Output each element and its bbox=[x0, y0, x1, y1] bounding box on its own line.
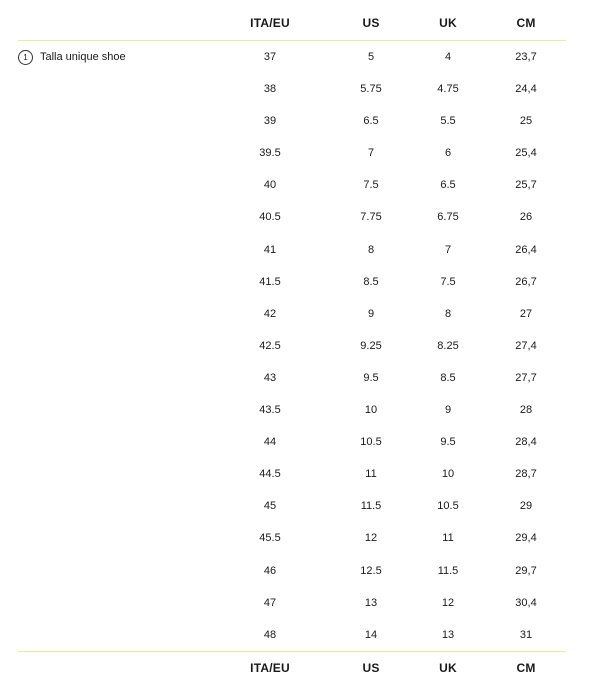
cell-us: 9.25 bbox=[360, 339, 382, 352]
footer-header-cm: CM bbox=[516, 661, 536, 675]
cell-uk: 11 bbox=[442, 532, 454, 545]
cell-us: 12 bbox=[364, 532, 378, 545]
cell-us: 5.75 bbox=[360, 83, 382, 96]
table-footer bbox=[0, 658, 597, 678]
cell-cm: 26,4 bbox=[515, 243, 537, 256]
cell-ita-eu: 42.5 bbox=[259, 339, 281, 352]
cell-cm: 23,7 bbox=[515, 51, 537, 63]
cell-uk: 5.5 bbox=[440, 115, 456, 128]
cell-cm: 31 bbox=[519, 628, 533, 641]
table-row bbox=[0, 79, 597, 111]
cell-cm: 30,4 bbox=[515, 596, 537, 609]
cell-ita-eu: 43 bbox=[263, 371, 277, 384]
cell-ita-eu: 37 bbox=[263, 51, 277, 63]
cell-uk: 6.75 bbox=[437, 211, 459, 224]
table-row bbox=[0, 240, 597, 272]
cell-ita-eu: 44 bbox=[263, 436, 277, 449]
cell-uk: 6.5 bbox=[440, 179, 456, 192]
cell-us: 11.5 bbox=[360, 500, 382, 513]
table-row bbox=[0, 272, 597, 304]
table-row bbox=[0, 207, 597, 239]
cell-uk: 13 bbox=[441, 628, 455, 641]
footer-header-us: US bbox=[362, 661, 380, 675]
cell-us: 7.5 bbox=[363, 179, 379, 192]
table-row bbox=[0, 400, 597, 432]
cell-ita-eu: 46 bbox=[263, 564, 277, 577]
cell-us: 13 bbox=[364, 596, 378, 609]
cell-uk: 6 bbox=[444, 147, 452, 160]
cell-us: 9.5 bbox=[363, 371, 379, 384]
cell-cm: 27 bbox=[519, 307, 533, 320]
cell-cm: 29,4 bbox=[515, 532, 537, 545]
cell-ita-eu: 44.5 bbox=[259, 468, 281, 481]
cell-us: 10 bbox=[364, 404, 378, 417]
cell-ita-eu: 39.5 bbox=[259, 147, 281, 160]
footer-header-uk: UK bbox=[439, 661, 457, 675]
cell-us: 6.5 bbox=[363, 115, 379, 128]
cell-us: 14 bbox=[364, 628, 378, 641]
cell-us: 11 bbox=[365, 468, 377, 481]
cell-cm: 24,4 bbox=[515, 83, 537, 96]
table-row bbox=[0, 464, 597, 496]
cell-ita-eu: 41 bbox=[263, 243, 277, 256]
table-row bbox=[0, 47, 597, 79]
column-header-cm: CM bbox=[516, 16, 536, 30]
cell-ita-eu: 40 bbox=[263, 179, 277, 192]
cell-cm: 26 bbox=[519, 211, 533, 224]
cell-us: 12.5 bbox=[360, 564, 382, 577]
cell-uk: 7 bbox=[444, 243, 452, 256]
cell-us: 8 bbox=[367, 243, 375, 256]
cell-uk: 9.5 bbox=[440, 436, 456, 449]
table-row bbox=[0, 336, 597, 368]
cell-us: 8.5 bbox=[363, 275, 379, 288]
size-table-body bbox=[0, 47, 597, 657]
cell-uk: 4.75 bbox=[437, 83, 459, 96]
table-row bbox=[0, 368, 597, 400]
cell-uk: 7.5 bbox=[440, 275, 456, 288]
cell-uk: 12 bbox=[441, 596, 455, 609]
table-row bbox=[0, 561, 597, 593]
footer-header-ita-eu: ITA/EU bbox=[250, 661, 290, 675]
cell-ita-eu: 45 bbox=[263, 500, 277, 513]
cell-ita-eu: 48 bbox=[263, 628, 277, 641]
table-row bbox=[0, 111, 597, 143]
cell-ita-eu: 40.5 bbox=[259, 211, 281, 224]
cell-uk: 11.5 bbox=[437, 564, 459, 577]
cell-uk: 8.5 bbox=[440, 371, 456, 384]
cell-cm: 28 bbox=[519, 404, 533, 417]
table-header bbox=[0, 13, 597, 33]
table-row bbox=[0, 593, 597, 625]
table-row bbox=[0, 432, 597, 464]
cell-ita-eu: 38 bbox=[263, 83, 277, 96]
product-name: Talla unique shoe bbox=[40, 51, 126, 63]
cell-us: 10.5 bbox=[360, 436, 382, 449]
cell-uk: 8.25 bbox=[437, 339, 459, 352]
cell-uk: 8 bbox=[444, 307, 452, 320]
column-header-uk: UK bbox=[439, 16, 457, 30]
table-row bbox=[0, 528, 597, 560]
cell-us: 9 bbox=[367, 307, 375, 320]
cell-us: 5 bbox=[367, 51, 375, 63]
cell-ita-eu: 42 bbox=[263, 307, 277, 320]
cell-uk: 9 bbox=[444, 404, 452, 417]
column-header-us: US bbox=[362, 16, 380, 30]
cell-cm: 25 bbox=[519, 115, 533, 128]
cell-cm: 28,4 bbox=[515, 436, 537, 449]
product-index-badge: 1 bbox=[18, 50, 33, 65]
cell-cm: 28,7 bbox=[515, 468, 537, 481]
cell-cm: 27,7 bbox=[515, 371, 537, 384]
cell-uk: 4 bbox=[444, 51, 452, 63]
cell-cm: 29 bbox=[519, 500, 533, 513]
cell-ita-eu: 43.5 bbox=[259, 404, 281, 417]
cell-cm: 26,7 bbox=[515, 275, 537, 288]
cell-cm: 25,4 bbox=[515, 147, 537, 160]
cell-cm: 27,4 bbox=[515, 339, 537, 352]
cell-ita-eu: 47 bbox=[263, 596, 277, 609]
cell-ita-eu: 45.5 bbox=[259, 532, 281, 545]
header-divider bbox=[18, 40, 566, 41]
cell-us: 7 bbox=[367, 147, 375, 160]
table-row bbox=[0, 304, 597, 336]
footer-divider bbox=[18, 651, 566, 652]
cell-ita-eu: 39 bbox=[263, 115, 277, 128]
table-row bbox=[0, 496, 597, 528]
cell-us: 7.75 bbox=[360, 211, 382, 224]
cell-ita-eu: 41.5 bbox=[259, 275, 281, 288]
column-header-ita-eu: ITA/EU bbox=[250, 16, 290, 30]
table-row bbox=[0, 175, 597, 207]
cell-cm: 25,7 bbox=[515, 179, 537, 192]
cell-cm: 29,7 bbox=[515, 564, 537, 577]
cell-uk: 10 bbox=[441, 468, 455, 481]
table-row bbox=[0, 143, 597, 175]
cell-uk: 10.5 bbox=[437, 500, 459, 513]
